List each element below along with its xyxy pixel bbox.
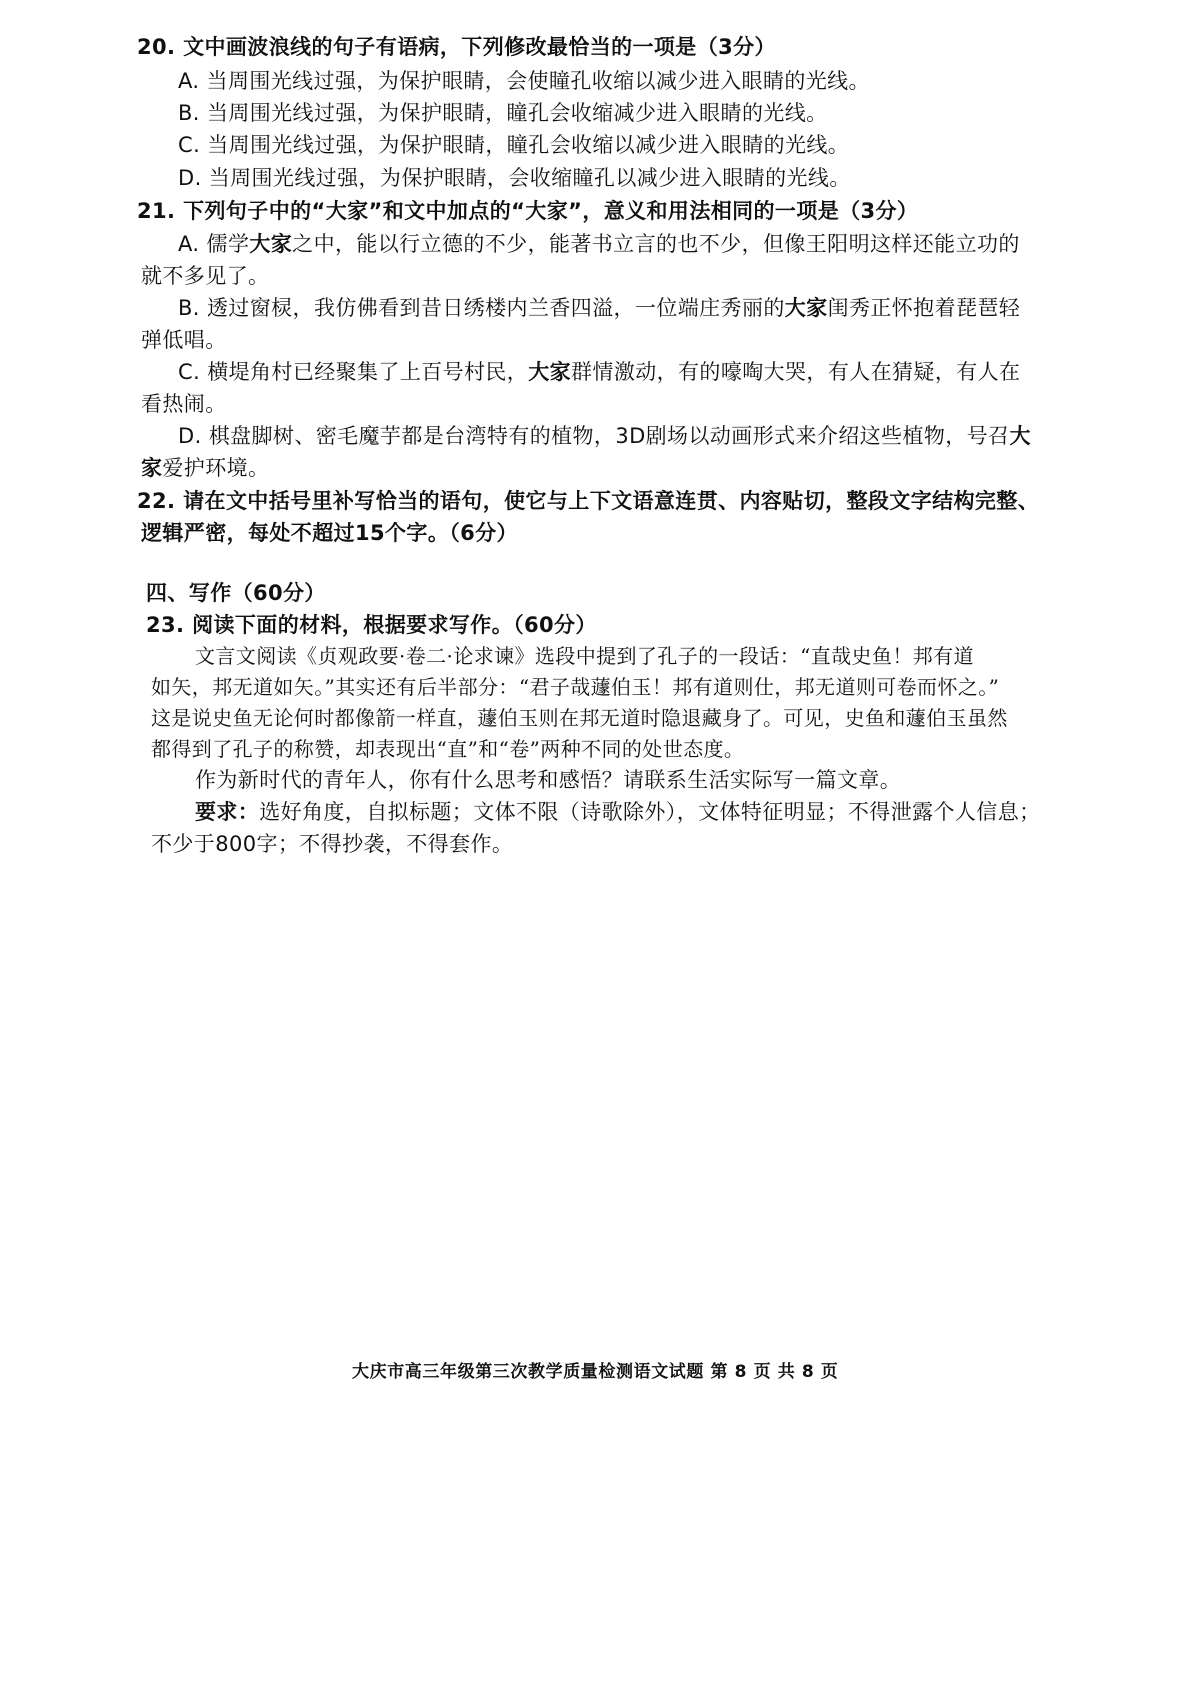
q21-option-c — [178, 357, 1020, 387]
q21-option-a — [178, 229, 1020, 259]
q21-option-c-text-rest: 群情激动，有的嚎啕大哭，有人在猜疑，有人在 — [571, 360, 1021, 384]
q23-requirements-text: 选好角度，自拟标题；文体不限（诗歌除外），文体特征明显；不得泄露个人信息； — [259, 800, 1041, 824]
q21-option-d-keyword-part1: 大 — [1009, 424, 1031, 448]
q23-requirements — [195, 797, 1041, 827]
q20-option-b: B. 当周围光线过强，为保护眼睛，瞳孔会收缩减少进入眼睛的光线。 — [178, 101, 828, 125]
q21-option-d — [178, 421, 1031, 451]
q23-writing-prompt: 作为新时代的青年人，你有什么思考和感悟？请联系生活实际写一篇文章。 — [195, 768, 902, 792]
q20-stem: 20. 文中画波浪线的句子有语病，下列修改最恰当的一项是（3分） — [137, 35, 776, 59]
page-footer: 大庆市高三年级第三次教学质量检测语文试题 第 8 页 共 8 页 — [352, 1362, 839, 1382]
q23-stem: 23. 阅读下面的材料，根据要求写作。（60分） — [146, 613, 597, 637]
q21-option-d-text: D. 棋盘脚树、密毛魔芋都是台湾特有的植物，3D剧场以动画形式来介绍这些植物，号召 — [178, 424, 1010, 448]
q21-option-b-keyword: 大家 — [784, 296, 828, 320]
q21-option-b-text: B. 透过窗棂，我仿佛看到昔日绣楼内兰香四溢，一位端庄秀丽的 — [178, 296, 785, 320]
q21-option-a-keyword: 大家 — [249, 232, 293, 256]
q21-option-c-continued: 看热闹。 — [141, 392, 227, 416]
q21-option-c-keyword: 大家 — [528, 360, 572, 384]
q21-option-a-text-rest: 之中，能以行立德的不少，能著书立言的也不少，但像王阳明这样还能立功的 — [292, 232, 1020, 256]
q21-option-c-text: C. 横堤角村已经聚集了上百号村民， — [178, 360, 529, 384]
q21-option-b — [178, 293, 1020, 323]
q21-option-d-keyword-part2: 家 — [141, 456, 163, 480]
q23-material-line: 如矢，邦无道如矢。”其实还有后半部分：“君子哉蘧伯玉！邦有道则仕，邦无道则可卷而怀之。” — [151, 675, 1000, 699]
q21-option-a-text: A. 儒学 — [178, 232, 250, 256]
q21-option-d-text-rest: 爱护环境。 — [162, 456, 270, 480]
q21-stem: 21. 下列句子中的“大家”和文中加点的“大家”，意义和用法相同的一项是（3分） — [137, 199, 919, 223]
q23-material-line: 这是说史鱼无论何时都像箭一样直，蘧伯玉则在邦无道时隐退藏身了。可见，史鱼和蘧伯玉虽然 — [151, 706, 1008, 730]
q20-option-a: A. 当周围光线过强，为保护眼睛，会使瞳孔收缩以减少进入眼睛的光线。 — [178, 69, 870, 93]
q21-option-b-text-rest: 闺秀正怀抱着琵琶轻 — [827, 296, 1021, 320]
q22-stem-line2: 逻辑严密，每处不超过15个字。（6分） — [141, 521, 518, 545]
q21-option-b-continued: 弹低唱。 — [141, 328, 227, 352]
q23-material-line: 都得到了孔子的称赞，却表现出“直”和“卷”两种不同的处世态度。 — [151, 737, 745, 761]
q23-requirements-label: 要求： — [195, 800, 260, 824]
q21-option-d-continued — [141, 453, 269, 483]
q20-option-d: D. 当周围光线过强，为保护眼睛，会收缩瞳孔以减少进入眼睛的光线。 — [178, 166, 851, 190]
q22-stem-line1: 22. 请在文中括号里补写恰当的语句，使它与上下文语意连贯、内容贴切，整段文字结构完整、 — [137, 489, 1040, 513]
q23-material-line: 文言文阅读《贞观政要·卷二·论求谏》选段中提到了孔子的一段话：“直哉史鱼！邦有道 — [195, 644, 974, 668]
q20-option-c: C. 当周围光线过强，为保护眼睛，瞳孔会收缩以减少进入眼睛的光线。 — [178, 133, 850, 157]
q21-option-a-continued: 就不多见了。 — [141, 264, 270, 288]
q23-requirements-continued: 不少于800字；不得抄袭，不得套作。 — [151, 832, 514, 856]
section-heading-writing: 四、写作（60分） — [146, 581, 326, 605]
